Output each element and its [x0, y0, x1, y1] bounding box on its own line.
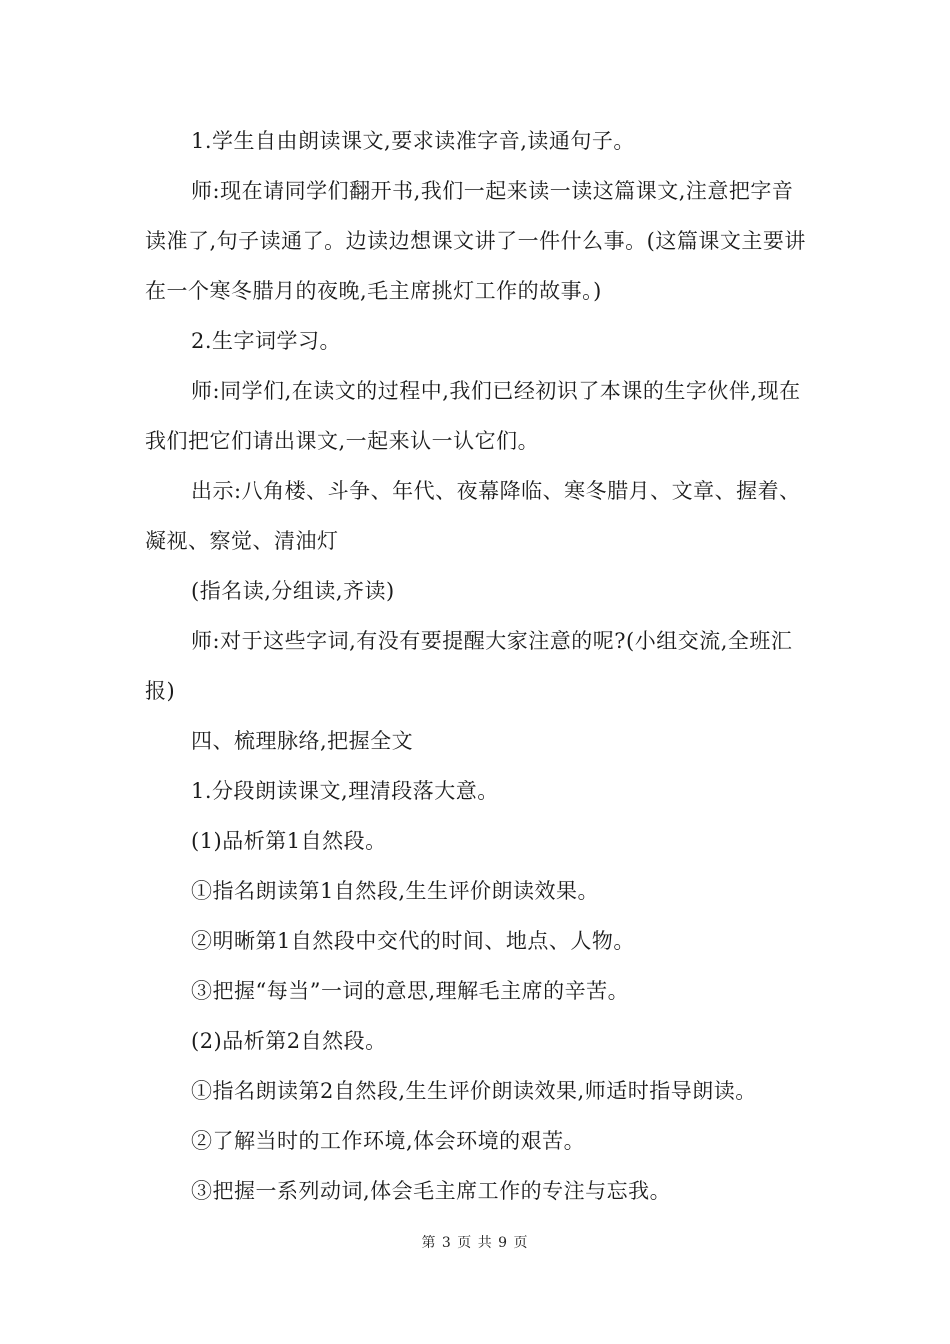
paragraph: 师:同学们,在读文的过程中,我们已经初识了本课的生字伙伴,现在我们把它们请出课文,一起来认一认它们。 — [145, 379, 801, 453]
list-item: ①指名朗读第2自然段,生生评价朗读效果,师适时指导朗读。 — [191, 1079, 757, 1103]
paragraph: (指名读,分组读,齐读) — [191, 579, 395, 603]
list-item: ②明晰第1自然段中交代的时间、地点、人物。 — [191, 929, 635, 953]
page-number-footer: 第 3 页 共 9 页 — [421, 1235, 529, 1251]
list-item: ③把握一系列动词,体会毛主席工作的专注与忘我。 — [191, 1179, 672, 1203]
document-body — [145, 116, 810, 1216]
paragraph: 1.学生自由朗读课文,要求读准字音,读通句子。 — [191, 129, 635, 153]
paragraph: 1.分段朗读课文,理清段落大意。 — [191, 779, 499, 803]
paragraph: 2.生字词学习。 — [191, 329, 342, 353]
list-item: ②了解当时的工作环境,体会环境的艰苦。 — [191, 1129, 586, 1153]
paragraph: 师:对于这些字词,有没有要提醒大家注意的呢?(小组交流,全班汇报) — [145, 629, 793, 703]
paragraph: (1)品析第1自然段。 — [191, 829, 387, 853]
paragraph: (2)品析第2自然段。 — [191, 1029, 387, 1053]
paragraph: 出示:八角楼、斗争、年代、夜幕降临、寒冬腊月、文章、握着、凝视、察觉、清油灯 — [145, 479, 801, 553]
section-heading: 四、梳理脉络,把握全文 — [191, 729, 414, 753]
list-item: ③把握“每当”一词的意思,理解毛主席的辛苦。 — [191, 979, 630, 1003]
list-item: ①指名朗读第1自然段,生生评价朗读效果。 — [191, 879, 600, 903]
paragraph: 师:现在请同学们翻开书,我们一起来读一读这篇课文,注意把字音读准了,句子读通了。边读边想课文讲了一件什么事。(这篇课文主要讲在一个寒冬腊月的夜晚,毛主席挑灯工作的故事。) — [145, 179, 806, 303]
